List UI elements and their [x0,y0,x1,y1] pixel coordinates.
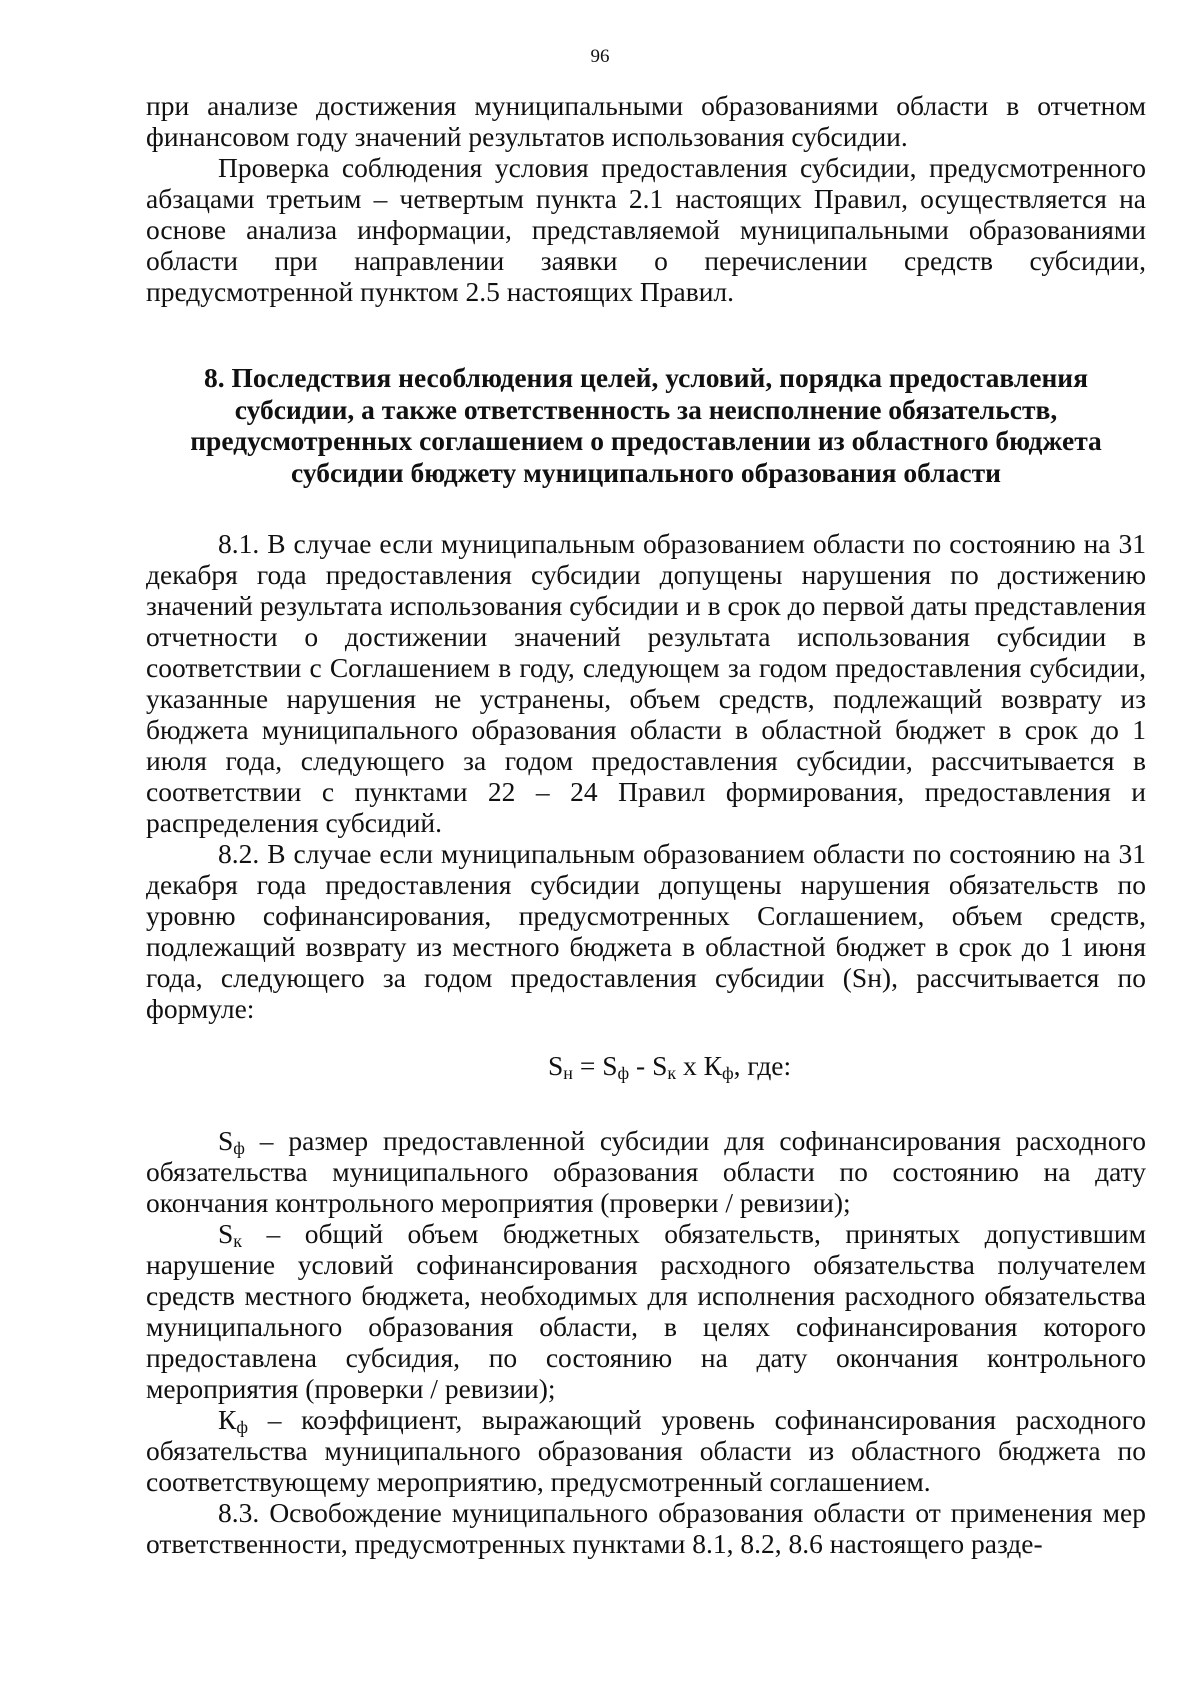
formula: $S_н = S_ф - S_к$ х $К_ф$, где: [548,1050,792,1083]
page-number: 96 [590,46,610,67]
definition-sk: $S_к$ – общий объем бюджетных обязательств, принятых допустившим нарушение условий софинансирования расходного обязательства получателем средств местного бюджета, необходимых для исполнения расходного обязательства муниципального образования области, в целях софинансирования которого предоставлена субсидия, по состоянию на дату окончания контрольного мероприятия (проверки / ревизии); [146,1218,1146,1404]
definition-sf: $S_ф$ – размер предоставленной субсидии для софинансирования расходного обязательства муниципального образования области по состоянию на дату окончания контрольного мероприятия (проверки / ревизии); [146,1125,1146,1218]
definitions-section [146,1125,1146,1559]
paragraph-8-3: 8.3. Освобождение муниципального образования области от применения мер ответственности, предусмотренных пунктами 8.1, 8.2, 8.6 настоящего разде- [146,1497,1146,1559]
heading-line-2: субсидии, а также ответственность за неисполнение обязательств, [234,393,1058,425]
paragraph-8-1: 8.1. В случае если муниципальным образованием области по состоянию на 31 декабря года предоставления субсидии допущены нарушения по достижению значений результата использования субсидии и в срок до первой даты представления отчетности о достижении значений результата использования субсидии в соответствии с Соглашением в году, следующем за годом предоставления субсидии, указанные нарушения не устранены, объем средств, подлежащий возврату из бюджета муниципального образования области в областной бюджет в срок до 1 июля года, следующего за годом предоставления субсидии, рассчитывается в соответствии с пунктами 22 – 24 Правил формирования, предоставления и распределения субсидий. [146,528,1146,838]
section-8-body [146,528,1146,1024]
heading-line-4: субсидии бюджету муниципального образования области [291,456,1001,488]
definition-kf: $К_ф$ – коэффициент, выражающий уровень софинансирования расходного обязательства муниципального образования области из областного бюджета по соответствующему мероприятию, предусмотренный соглашением. [146,1404,1146,1497]
heading-line-3: предусмотренных соглашением о предоставлении из областного бюджета [190,425,1102,456]
intro-paragraph-1: при анализе достижения муниципальными образованиями области в отчетном финансовом году значений результатов использования субсидии. [146,90,1146,152]
intro-section [146,90,1146,307]
heading-line-1: 8. Последствия несоблюдения целей, условий, порядка предоставления [203,362,1089,393]
intro-paragraph-2: Проверка соблюдения условия предоставления субсидии, предусмотренного абзацами третьим – четвертым пункта 2.1 настоящих Правил, осуществляется на основе анализа информации, представляемой муниципальными образованиями области при направлении заявки о перечислении средств субсидии, предусмотренной пунктом 2.5 настоящих Правил. [146,152,1146,307]
paragraph-8-2: 8.2. В случае если муниципальным образованием области по состоянию на 31 декабря года предоставления субсидии допущены нарушения обязательств по уровню софинансирования, предусмотренных Соглашением, объем средств, подлежащий возврату из местного бюджета в областной бюджет в срок до 1 июня года, следующего за годом предоставления субсидии (Sн), рассчитывается по формуле: [146,838,1146,1024]
section-heading [146,362,1146,488]
